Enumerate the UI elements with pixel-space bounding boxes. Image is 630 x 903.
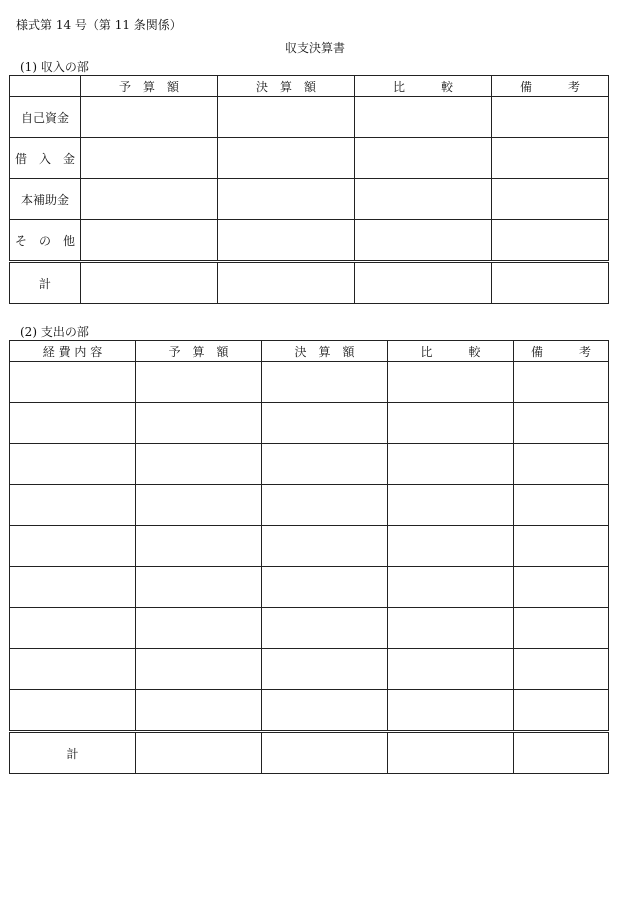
table-cell <box>136 690 262 732</box>
expense-table <box>9 340 609 774</box>
expense-header-remarks: 備 考 <box>514 341 609 362</box>
table-cell <box>388 732 514 774</box>
table-cell <box>355 138 492 179</box>
table-cell <box>136 444 262 485</box>
table-cell <box>262 649 388 690</box>
expense-header-comparison: 比 較 <box>388 341 514 362</box>
table-cell <box>10 526 136 567</box>
table-cell <box>388 690 514 732</box>
table-cell <box>218 262 355 304</box>
table-cell <box>136 732 262 774</box>
table-cell <box>10 608 136 649</box>
table-cell <box>514 362 609 403</box>
table-cell <box>136 526 262 567</box>
table-cell <box>355 220 492 262</box>
income-row-label: 本補助金 <box>10 179 81 220</box>
income-table <box>9 75 609 304</box>
income-row-label: 借 入 金 <box>10 138 81 179</box>
table-row <box>10 179 609 220</box>
table-row <box>10 138 609 179</box>
table-row <box>10 649 609 690</box>
income-header-row <box>10 76 609 97</box>
expense-body <box>10 362 609 732</box>
table-cell <box>514 485 609 526</box>
table-cell <box>492 179 609 220</box>
table-cell <box>136 649 262 690</box>
table-cell <box>81 97 218 138</box>
table-cell <box>262 732 388 774</box>
table-cell <box>514 649 609 690</box>
table-cell <box>514 526 609 567</box>
table-cell <box>81 138 218 179</box>
table-cell <box>262 690 388 732</box>
table-cell <box>136 608 262 649</box>
table-cell <box>388 608 514 649</box>
table-cell <box>262 362 388 403</box>
income-header-settlement: 決 算 額 <box>218 76 355 97</box>
table-cell <box>218 220 355 262</box>
document-title: 収支決算書 <box>284 41 345 55</box>
table-cell <box>388 444 514 485</box>
table-cell <box>388 567 514 608</box>
income-header-blank <box>10 76 81 97</box>
table-cell <box>10 403 136 444</box>
table-cell <box>514 608 609 649</box>
table-cell <box>10 567 136 608</box>
table-row <box>10 403 609 444</box>
table-row <box>10 485 609 526</box>
table-cell <box>492 220 609 262</box>
income-header-remarks: 備 考 <box>492 76 609 97</box>
table-cell <box>355 179 492 220</box>
table-cell <box>514 567 609 608</box>
table-row <box>10 608 609 649</box>
table-cell <box>10 362 136 403</box>
table-cell <box>81 262 218 304</box>
expense-total-label: 計 <box>10 732 136 774</box>
income-header-comparison: 比 較 <box>355 76 492 97</box>
table-cell <box>388 403 514 444</box>
table-cell <box>388 526 514 567</box>
table-cell <box>492 138 609 179</box>
expense-header-settlement: 決 算 額 <box>262 341 388 362</box>
table-cell <box>492 97 609 138</box>
table-cell <box>81 179 218 220</box>
table-cell <box>136 403 262 444</box>
table-cell <box>262 567 388 608</box>
table-row <box>10 526 609 567</box>
table-cell <box>388 649 514 690</box>
table-cell <box>388 362 514 403</box>
table-cell <box>355 262 492 304</box>
table-cell <box>262 444 388 485</box>
table-cell <box>10 649 136 690</box>
table-cell <box>10 485 136 526</box>
table-cell <box>136 567 262 608</box>
form-number: 様式第 14 号（第 11 条関係） <box>16 18 182 32</box>
table-row <box>10 220 609 262</box>
table-cell <box>136 362 262 403</box>
table-cell <box>514 690 609 732</box>
table-cell <box>262 608 388 649</box>
income-row-label: そ の 他 <box>10 220 81 262</box>
table-cell <box>10 444 136 485</box>
table-cell <box>218 138 355 179</box>
table-cell <box>388 485 514 526</box>
income-total-row <box>10 262 609 304</box>
table-cell <box>262 526 388 567</box>
table-cell <box>355 97 492 138</box>
table-cell <box>262 485 388 526</box>
income-header-budget: 予 算 額 <box>81 76 218 97</box>
table-cell <box>514 444 609 485</box>
table-cell <box>10 690 136 732</box>
table-cell <box>218 179 355 220</box>
expense-section-label: (2) 支出の部 <box>20 325 89 339</box>
table-row <box>10 97 609 138</box>
table-cell <box>514 732 609 774</box>
table-row <box>10 444 609 485</box>
expense-total-row <box>10 732 609 774</box>
expense-header-budget: 予 算 額 <box>136 341 262 362</box>
income-row-label: 自己資金 <box>10 97 81 138</box>
income-section-label: (1) 収入の部 <box>20 60 89 74</box>
table-cell <box>492 262 609 304</box>
table-row <box>10 690 609 732</box>
table-row <box>10 362 609 403</box>
table-row <box>10 567 609 608</box>
table-cell <box>262 403 388 444</box>
table-cell <box>218 97 355 138</box>
expense-header-row <box>10 341 609 362</box>
income-total-label: 計 <box>10 262 81 304</box>
table-cell <box>136 485 262 526</box>
table-cell <box>514 403 609 444</box>
table-cell <box>81 220 218 262</box>
expense-header-item: 経 費 内 容 <box>10 341 136 362</box>
